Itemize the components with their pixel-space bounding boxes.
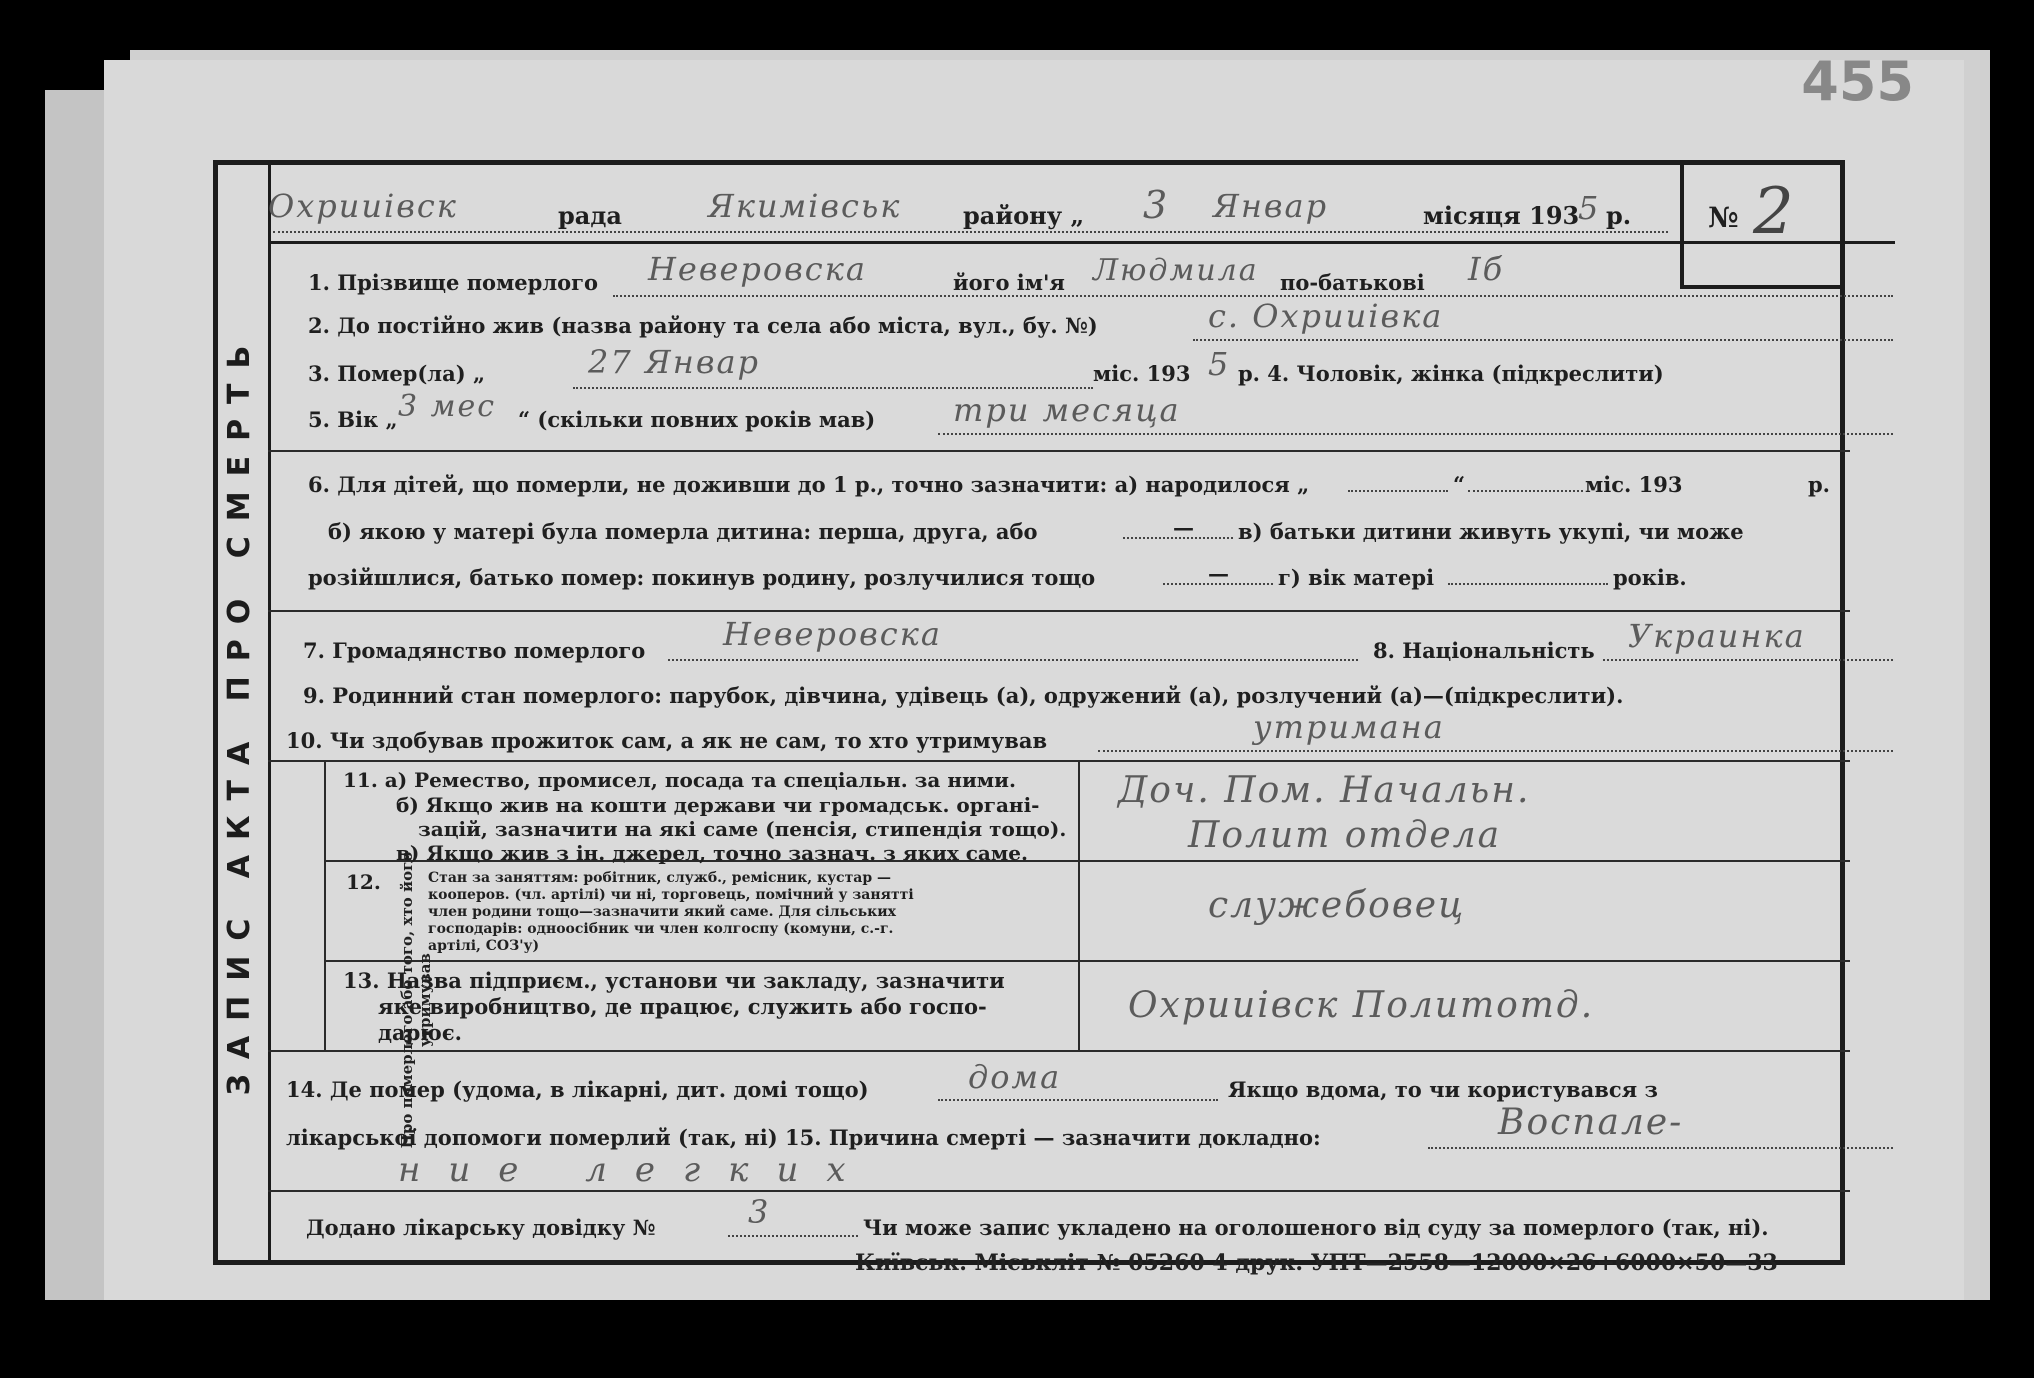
place-of-death-dots xyxy=(938,1099,1218,1101)
parents-separated-label: розійшлися, батько помер: покинув родину, розлучилися тощо xyxy=(308,565,1096,590)
mother-age-years: років. xyxy=(1613,565,1687,590)
cause-dots xyxy=(1428,1147,1893,1149)
child-birth-label: 6. Для дітей, що померли, не доживши до 1 р., точно зазначити: а) народилося „ xyxy=(308,472,1310,497)
block-left-border xyxy=(324,760,326,1050)
cause-handwritten-1: Воспале- xyxy=(1498,1102,1684,1143)
patronymic-label: по-батькові xyxy=(1280,270,1425,295)
citizenship-handwritten: Неверовска xyxy=(723,615,942,653)
workplace-13-line3: дарює. xyxy=(378,1020,462,1045)
number-box-bottom xyxy=(1680,285,1845,289)
parents-dash: — xyxy=(1208,561,1229,586)
occupation-11b1: б) Якщо жив на кошти держави чи громадськ. органі- xyxy=(396,793,1040,817)
line2-dots xyxy=(1193,339,1893,341)
support-dots xyxy=(1098,750,1893,752)
occupation-11a: 11. а) Ремество, промисел, посада та спеціальн. за ними. xyxy=(343,768,1016,792)
divider xyxy=(268,610,1850,612)
certificate-dots xyxy=(728,1235,858,1237)
residence-label: 2. До постійно жив (назва району та села або міста, вул., бу. №) xyxy=(308,313,1098,338)
status-12-line4: господарів: одноосібник чи член колгоспу (комуни, с.-г. xyxy=(428,921,894,937)
place-of-death-handwritten: дома xyxy=(968,1058,1062,1096)
r-label: р. xyxy=(1606,201,1632,230)
block-divider xyxy=(324,960,1850,962)
child-order-dash: — xyxy=(1173,515,1194,540)
day-handwritten: 3 xyxy=(1143,183,1170,227)
cause-handwritten-2: ние легких xyxy=(398,1150,874,1190)
district-handwritten: Якимівськ xyxy=(708,187,902,225)
nationality-handwritten: Украинка xyxy=(1628,617,1806,655)
occupation-11b2: зацій, зазначити на які саме (пенсія, стипендія тощо). xyxy=(418,817,1067,841)
age-mid-label: “ (скільки повних років мав) xyxy=(518,407,876,432)
archive-stamp: 455 xyxy=(1801,50,1914,113)
citizenship-label: 7. Громадянство померлого xyxy=(303,638,646,663)
block-mid-border xyxy=(1078,760,1080,1050)
age-handwritten: 3 мес xyxy=(398,389,497,424)
citizenship-dots xyxy=(668,659,1358,661)
rada-label: рада xyxy=(558,201,622,230)
death-year-handwritten: 5 xyxy=(1208,345,1231,383)
age-label: 5. Вік „ xyxy=(308,407,398,432)
court-label: Чи може запис укладено на оголошеного від суду за померлого (так, ні). xyxy=(863,1215,1769,1240)
status-handwritten: служебовец xyxy=(1208,885,1466,926)
support-handwritten: утримана xyxy=(1253,708,1445,746)
parents-dots xyxy=(1163,583,1273,585)
death-record-form xyxy=(213,160,1845,1265)
side-title: ЗАПИС АКТА ПРО СМЕРТЬ xyxy=(222,330,257,1096)
status-12-line1: Стан за заняттям: робітник, служб., ремісник, кустар — xyxy=(428,870,891,886)
medical-help-label: Якщо вдома, то чи користувався з xyxy=(1228,1077,1658,1102)
residence-handwritten: с. Охрииівка xyxy=(1208,297,1444,335)
line5-dots xyxy=(938,433,1893,435)
divider xyxy=(268,450,1850,452)
occupation-handwritten-1: Доч. Пом. Начальн. xyxy=(1118,770,1531,811)
status-12-line3: член родини тощо—зазначити який саме. Для сільських xyxy=(428,904,896,920)
block-rotated-note: Про померлого або того, хто його утримував xyxy=(398,851,434,1149)
divider xyxy=(268,1050,1850,1052)
workplace-13-line2: яке виробництво, де працює, служить або госпо- xyxy=(378,994,987,1019)
name-label: його ім'я xyxy=(953,270,1065,295)
print-footer: Київськ. Міськліт № 05260 4 друк. УПТ—2558—12000×26+6000×50—33 xyxy=(855,1250,1778,1276)
status-12-line2: кооперов. (чл. артілі) чи ні, торговець, помічний у занятті xyxy=(428,887,914,903)
child-birth-r: р. xyxy=(1808,472,1830,497)
mother-age-label: г) вік матері xyxy=(1278,565,1435,590)
death-date-label: 3. Помер(ла) „ xyxy=(308,361,486,386)
marital-status-label: 9. Родинний стан померлого: парубок, дівчина, удівець (а), одружений (а), розлучений (а)—(підкреслити). xyxy=(303,683,1624,708)
line3-dots xyxy=(573,387,1093,389)
parents-label: в) батьки дитини живуть укупі, чи може xyxy=(1238,519,1744,544)
patronymic-handwritten: Іб xyxy=(1468,250,1505,288)
surname-handwritten: Неверовска xyxy=(648,250,867,288)
number-label: № xyxy=(1708,201,1739,234)
side-band xyxy=(218,165,271,1260)
child-birth-quote: “ xyxy=(1453,472,1466,497)
name-handwritten: Людмила xyxy=(1093,253,1259,288)
mother-age-dots xyxy=(1448,583,1608,585)
divider xyxy=(268,1190,1850,1192)
status-12-number: 12. xyxy=(346,870,381,894)
header-divider xyxy=(268,241,1895,244)
workplace-handwritten: Охрииівск Политотд. xyxy=(1128,985,1595,1026)
nationality-label: 8. Національність xyxy=(1373,638,1595,663)
nationality-dots xyxy=(1603,659,1893,661)
occupation-handwritten-2: Полит отдела xyxy=(1188,815,1502,856)
workplace-13-line1: 13. Назва підприєм., установи чи закладу, зазначити xyxy=(343,968,1005,993)
death-mis-label: міс. 193 xyxy=(1093,361,1191,386)
year-handwritten: 5 xyxy=(1578,189,1601,227)
support-label: 10. Чи здобував прожиток сам, а як не сам, то хто утримував xyxy=(286,728,1048,753)
death-date-handwritten: 27 Январ xyxy=(588,343,760,381)
child-birth-dots2 xyxy=(1468,490,1583,492)
sex-label: р. 4. Чоловік, жінка (підкреслити) xyxy=(1238,361,1664,386)
medical-certificate-label: Додано лікарську довідку № xyxy=(306,1215,656,1240)
age-words-handwritten: три месяца xyxy=(953,391,1181,429)
child-order-dots xyxy=(1123,537,1233,539)
number-handwritten: 2 xyxy=(1753,175,1796,249)
place-of-death-label: 14. Де помер (удома, в лікарні, дит. домі тощо) xyxy=(286,1077,869,1102)
divider xyxy=(268,760,1850,762)
selsovet-handwritten: Охрииівск xyxy=(268,187,458,225)
child-order-label: б) якою у матері була померла дитина: перша, друга, або xyxy=(328,519,1038,544)
child-birth-dots xyxy=(1348,490,1448,492)
number-box-border xyxy=(1680,165,1684,287)
child-birth-mis: міс. 193 xyxy=(1585,472,1683,497)
cause-label: лікарської допомоги померлий (так, ні) 15. Причина смерті — зазначити докладно: xyxy=(286,1125,1321,1150)
misyatsa-label: місяця 193 xyxy=(1423,201,1580,230)
rayonu-label: району „ xyxy=(963,201,1085,230)
status-12-line5: артілі, СОЗ'у) xyxy=(428,938,540,954)
medical-certificate-handwritten: 3 xyxy=(748,1193,771,1231)
surname-label: 1. Прізвище померлого xyxy=(308,270,599,295)
header-dotted-line xyxy=(273,231,1668,233)
month-handwritten: Январ xyxy=(1213,187,1329,225)
occupation-11c: в) Якщо жив з ін. джерел, точно зазнач. з яких саме. xyxy=(396,841,1028,865)
